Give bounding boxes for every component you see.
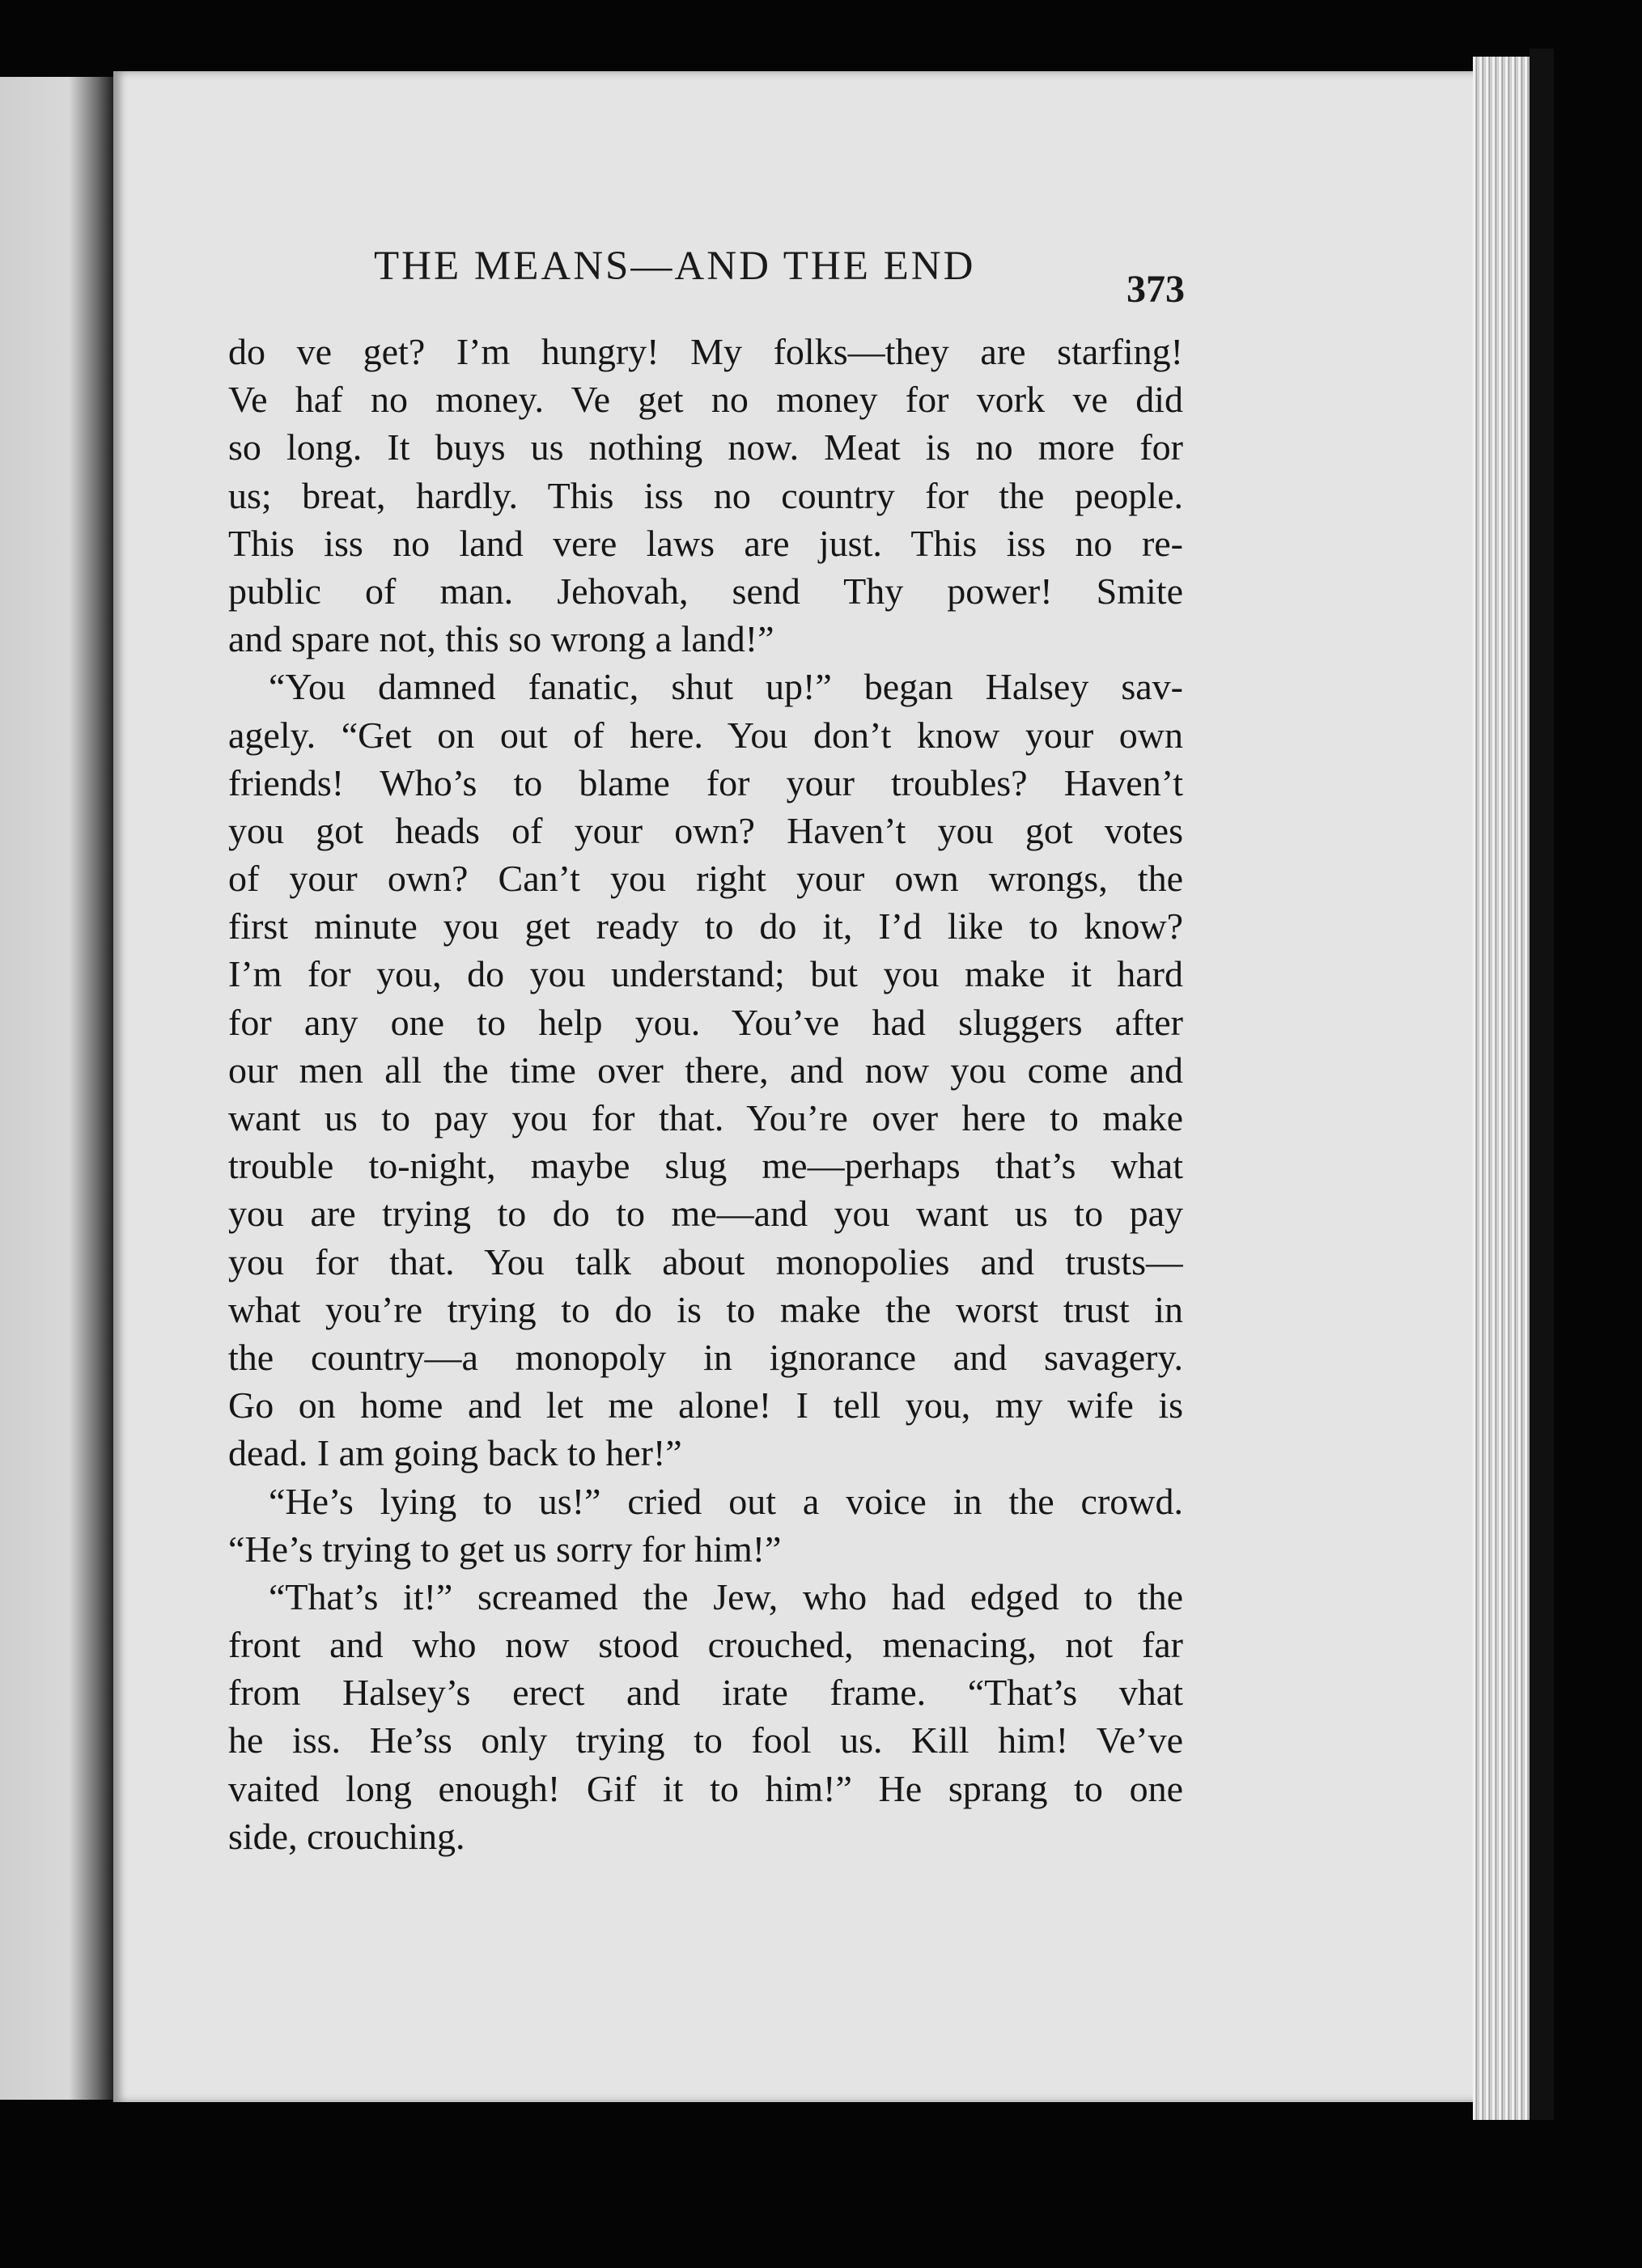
text-line: “You damned fanatic, shut up!” began Halsey sav-	[269, 666, 1183, 708]
text-line: Ve haf no money. Ve get no money for vork ve did	[228, 379, 1183, 421]
text-line: This iss no land vere laws are just. This iss no re-	[228, 522, 1183, 564]
page-number: 373	[1126, 268, 1185, 311]
text-line: he iss. He’ss only trying to fool us. Kill him! Ve’ve	[228, 1719, 1183, 1761]
text-line: “He’s trying to get us sorry for him!”	[228, 1528, 782, 1570]
book-cover-edge	[1530, 49, 1554, 2120]
text-line: you for that. You talk about monopolies and trusts—	[228, 1240, 1183, 1282]
text-line: from Halsey’s erect and irate frame. “That’s vhat	[228, 1672, 1183, 1714]
body-text	[228, 328, 1183, 1860]
text-line: do ve get? I’m hungry! My folks—they are starfing!	[228, 331, 1183, 372]
text-line: of your own? Can’t you right your own wrongs, the	[228, 858, 1183, 900]
text-line: Go on home and let me alone! I tell you, my wife is	[228, 1384, 1183, 1427]
text-line: and spare not, this so wrong a land!”	[228, 618, 774, 660]
text-line: first minute you get ready to do it, I’d like to know?	[228, 905, 1183, 947]
text-line: side, crouching.	[228, 1815, 465, 1857]
text-line: dead. I am going back to her!”	[228, 1432, 682, 1474]
page-stack-edges	[1473, 57, 1530, 2120]
text-line: what you’re trying to do is to make the worst trust in	[228, 1288, 1183, 1330]
text-line: for any one to help you. You’ve had sluggers after	[228, 1001, 1183, 1043]
text-line: us; breat, hardly. This iss no country for the people.	[228, 474, 1183, 516]
facing-page-edge	[0, 77, 115, 2100]
text-line: front and who now stood crouched, menacing, not far	[228, 1624, 1183, 1666]
text-line: agely. “Get on out of here. You don’t know your own	[228, 714, 1183, 756]
text-line: friends! Who’s to blame for your troubles? Haven’t	[228, 761, 1183, 803]
text-line: you got heads of your own? Haven’t you got votes	[228, 809, 1183, 851]
text-line: our men all the time over there, and now you come and	[228, 1049, 1183, 1091]
text-line: public of man. Jehovah, send Thy power! Smite	[228, 570, 1183, 612]
text-line: “He’s lying to us!” cried out a voice in the crowd.	[269, 1480, 1183, 1522]
running-head: THE MEANS—AND THE END	[374, 244, 976, 289]
text-line: vaited long enough! Gif it to him!” He sprang to one	[228, 1767, 1183, 1809]
text-line: trouble to-night, maybe slug me—perhaps that’s what	[228, 1145, 1183, 1187]
text-line: “That’s it!” screamed the Jew, who had edged to the	[269, 1575, 1183, 1617]
text-line: I’m for you, do you understand; but you make it hard	[228, 953, 1183, 995]
text-line: you are trying to do to me—and you want us to pay	[228, 1193, 1183, 1235]
text-line: so long. It buys us nothing now. Meat is no more for	[228, 426, 1183, 468]
text-line: want us to pay you for that. You’re over here to make	[228, 1097, 1183, 1138]
text-line: the country—a monopoly in ignorance and savagery.	[228, 1336, 1183, 1378]
